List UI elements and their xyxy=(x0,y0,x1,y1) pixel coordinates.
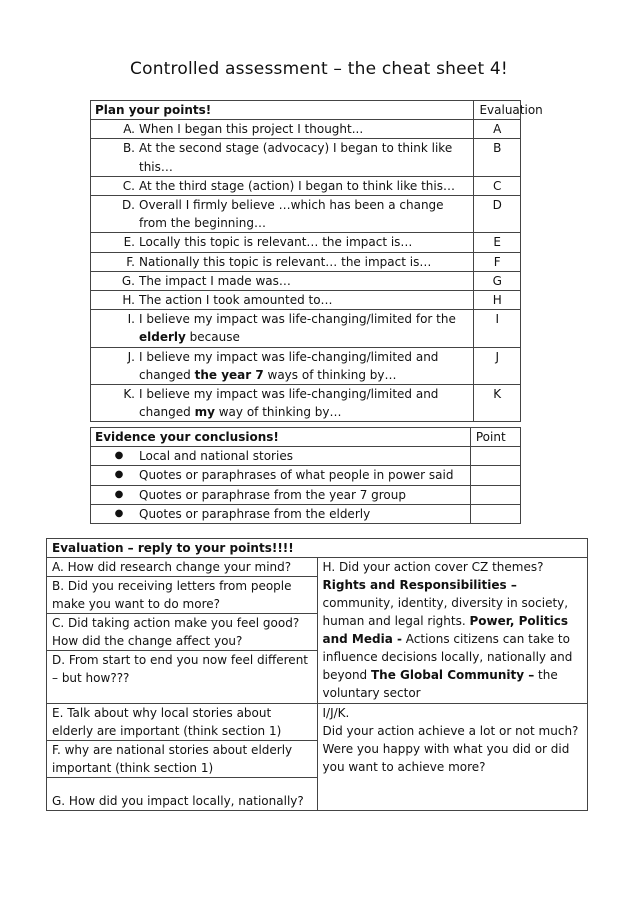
cz-themes-text xyxy=(323,576,583,702)
evaluation-letter: K xyxy=(474,385,521,422)
plan-row xyxy=(91,252,521,271)
point-text-bold: my xyxy=(194,405,215,420)
point-text-end: ways of thinking by… xyxy=(263,367,397,382)
point-text xyxy=(139,385,469,421)
point-text-end: because xyxy=(185,330,240,345)
plan-point xyxy=(91,252,474,271)
point-text-bold: elderly xyxy=(139,330,186,345)
plan-row xyxy=(91,291,521,310)
point-text xyxy=(139,196,469,232)
evaluation-letter: I xyxy=(474,310,521,347)
plan-point xyxy=(91,139,474,176)
evaluation-header: Evaluation xyxy=(474,101,521,120)
plan-point xyxy=(91,291,474,310)
power-politics-media-text: Actions citizens can take to influence decisions locally, nationally and beyond xyxy=(322,632,573,682)
point-cell xyxy=(470,485,520,504)
point-text xyxy=(139,310,469,346)
eval-question-ijk xyxy=(317,704,588,811)
plan-point xyxy=(91,120,474,139)
point-text xyxy=(139,348,469,384)
point-letter: E. xyxy=(123,235,135,250)
plan-point xyxy=(91,385,474,422)
evidence-text: Quotes or paraphrase from the elderly xyxy=(139,506,371,521)
plan-row xyxy=(91,176,521,195)
point-letter: J. xyxy=(127,349,135,364)
point-letter: G. xyxy=(121,273,135,288)
global-community-label: The Global Community – xyxy=(370,668,535,682)
evidence-row xyxy=(91,466,521,485)
point-cell xyxy=(470,466,520,485)
point-letter: A. xyxy=(123,122,135,137)
plan-point xyxy=(91,271,474,290)
point-text xyxy=(139,272,469,290)
evaluation-letter: C xyxy=(474,176,521,195)
point-text-start: I believe my impact was life-changing/limited and changed xyxy=(139,387,439,420)
bullet-icon: ● xyxy=(114,507,124,519)
ijk-label: I/J/K. xyxy=(322,706,350,720)
plan-row xyxy=(91,196,521,233)
eval-question-d: D. From start to end you now feel different – but how??? xyxy=(47,651,318,704)
plan-point xyxy=(91,310,474,347)
eval-question-a: A. How did research change your mind? xyxy=(47,558,318,577)
eval-question-b: B. Did you receiving letters from people make you want to do more? xyxy=(47,577,318,614)
point-text-start: The impact I made was… xyxy=(139,273,291,288)
evaluation-letter: F xyxy=(474,252,521,271)
evaluation-reply-header: Evaluation – reply to your points!!!! xyxy=(47,539,588,558)
point-letter: D. xyxy=(121,198,135,213)
point-text-start: Locally this topic is relevant… the impact is… xyxy=(139,235,413,250)
point-text-bold: the year 7 xyxy=(194,367,264,382)
point-text xyxy=(139,291,469,309)
point-letter: C. xyxy=(122,178,135,193)
eval-question-h xyxy=(317,558,588,704)
point-text-start: I believe my impact was life-changing/limited and changed xyxy=(139,349,439,382)
point-text-start: At the second stage (advocacy) I began to think like this… xyxy=(139,141,453,174)
point-text-start: Overall I firmly believe …which has been a change from the beginning… xyxy=(139,198,444,231)
evidence-header-row xyxy=(91,428,521,447)
point-cell xyxy=(470,447,520,466)
plan-header: Plan your points! xyxy=(91,101,474,120)
evaluation-table xyxy=(46,538,588,811)
point-text-start: I believe my impact was life-changing/limited for the xyxy=(139,312,456,327)
point-text xyxy=(139,233,469,251)
eval-question-c: C. Did taking action make you feel good? How did the change affect you? xyxy=(47,614,318,651)
evidence-item xyxy=(91,485,471,504)
point-letter: I. xyxy=(127,312,135,327)
rights-responsibilities-label: Rights and Responsibilities – xyxy=(322,578,517,592)
evidence-header: Evidence your conclusions! xyxy=(91,428,471,447)
bullet-icon: ● xyxy=(114,450,124,462)
point-text xyxy=(139,253,469,271)
evidence-text: Quotes or paraphrase from the year 7 group xyxy=(139,487,406,502)
plan-row xyxy=(91,271,521,290)
evidence-row xyxy=(91,447,521,466)
point-text xyxy=(139,120,469,138)
evidence-text: Quotes or paraphrases of what people in power said xyxy=(139,468,454,483)
eval-question-g: G. How did you impact locally, nationally? xyxy=(47,778,318,811)
evidence-row xyxy=(91,504,521,523)
bullet-icon: ● xyxy=(114,469,124,481)
plan-row xyxy=(91,310,521,347)
point-header: Point xyxy=(470,428,520,447)
evidence-text: Local and national stories xyxy=(139,449,293,464)
plan-row xyxy=(91,120,521,139)
point-text-start: Nationally this topic is relevant… the impact is… xyxy=(139,254,432,269)
evaluation-header-row xyxy=(47,539,588,558)
point-cell xyxy=(470,504,520,523)
evaluation-letter: E xyxy=(474,233,521,252)
plan-row xyxy=(91,233,521,252)
ijk-question-1: Did your action achieve a lot or not much? xyxy=(322,724,579,738)
ijk-question-2: Were you happy with what you did or did you want to achieve more? xyxy=(322,742,570,774)
point-letter: B. xyxy=(122,141,135,156)
rights-responsibilities-text: community, identity, diversity in society, human and legal rights. xyxy=(322,596,569,628)
point-letter: F. xyxy=(126,254,135,269)
plan-point xyxy=(91,176,474,195)
evidence-row xyxy=(91,485,521,504)
eval-question-f: F. why are national stories about elderly important (think section 1) xyxy=(47,741,318,778)
h-question: H. Did your action cover CZ themes? xyxy=(322,560,544,574)
eval-question-e: E. Talk about why local stories about elderly are important (think section 1) xyxy=(47,704,318,741)
plan-row xyxy=(91,347,521,384)
point-text-end: way of thinking by… xyxy=(214,405,342,420)
plan-point xyxy=(91,196,474,233)
evaluation-letter: H xyxy=(474,291,521,310)
plan-row xyxy=(91,385,521,422)
point-letter: K. xyxy=(123,387,135,402)
global-community-text: the voluntary sector xyxy=(322,668,558,700)
evidence-item xyxy=(91,447,471,466)
evidence-table xyxy=(90,427,521,524)
evaluation-letter: G xyxy=(474,271,521,290)
plan-point xyxy=(91,233,474,252)
power-politics-media-label: Power, Politics and Media - xyxy=(322,614,569,646)
point-text-start: At the third stage (action) I began to think like this… xyxy=(139,178,455,193)
evidence-item xyxy=(91,504,471,523)
plan-point xyxy=(91,347,474,384)
evaluation-letter: D xyxy=(474,196,521,233)
point-text xyxy=(139,177,469,195)
evidence-item xyxy=(91,466,471,485)
bullet-icon: ● xyxy=(114,488,124,500)
point-letter: H. xyxy=(122,293,135,308)
evaluation-letter: J xyxy=(474,347,521,384)
page-title: Controlled assessment – the cheat sheet 4! xyxy=(130,59,508,79)
plan-row xyxy=(91,139,521,176)
point-text-start: The action I took amounted to… xyxy=(139,293,333,308)
point-text-start: When I began this project I thought... xyxy=(139,122,364,137)
evaluation-letter: A xyxy=(474,120,521,139)
point-text xyxy=(139,139,469,175)
evaluation-letter: B xyxy=(474,139,521,176)
plan-points-table xyxy=(90,100,543,422)
plan-header-row xyxy=(91,101,521,120)
